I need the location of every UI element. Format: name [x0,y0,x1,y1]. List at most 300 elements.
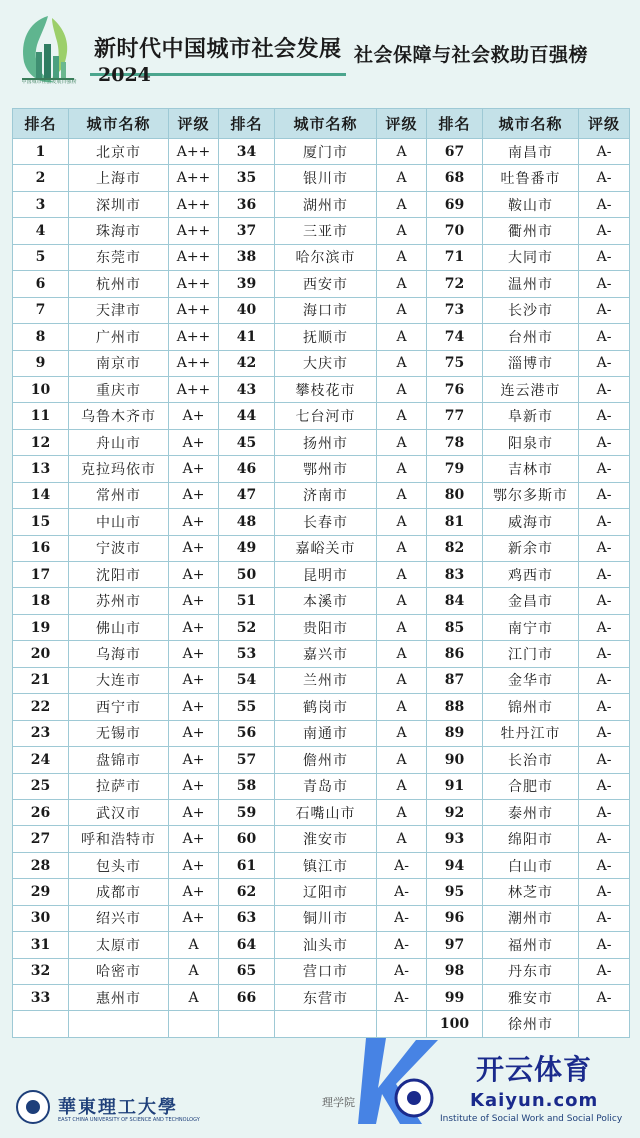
cell-rank: 35 [219,165,275,191]
cell-rank [219,1011,275,1037]
table-row [13,879,630,905]
table-row [13,826,630,852]
cell-grade: A++ [169,165,219,191]
cell-rank: 92 [427,799,483,825]
cell-rank: 79 [427,456,483,482]
cell-city: 克拉玛依市 [69,456,169,482]
cell-rank: 16 [13,535,69,561]
cell-grade: A+ [169,456,219,482]
cell-city: 营口市 [275,958,377,984]
table-row [13,429,630,455]
cell-grade: A- [579,614,630,640]
page-subtitle: 社会保障与社会救助百强榜 [354,44,589,66]
cell-grade: A+ [169,562,219,588]
cell-rank: 37 [219,218,275,244]
cell-city: 长沙市 [483,297,579,323]
cell-grade: A- [377,958,427,984]
cell-rank: 46 [219,456,275,482]
cell-grade: A- [579,403,630,429]
cell-city: 石嘴山市 [275,799,377,825]
cell-grade: A- [579,244,630,270]
cell-rank: 85 [427,614,483,640]
cell-city: 南京市 [69,350,169,376]
cell-city: 潮州市 [483,905,579,931]
table-row [13,218,630,244]
cell-grade: A [169,932,219,958]
cell-grade: A- [579,218,630,244]
header-grade: 评级 [377,109,427,139]
table-row [13,376,630,402]
cell-city: 乌海市 [69,641,169,667]
cell-grade: A+ [169,509,219,535]
cell-grade: A+ [169,747,219,773]
cell-grade: A- [579,932,630,958]
cell-rank: 82 [427,535,483,561]
cell-city: 本溪市 [275,588,377,614]
ecust-emblem-icon [16,1090,50,1124]
cell-grade: A [377,403,427,429]
header-rank: 排名 [427,109,483,139]
table-row [13,244,630,270]
cell-city: 七台河市 [275,403,377,429]
cell-city: 淮安市 [275,826,377,852]
cell-grade: A [377,456,427,482]
cell-city: 银川市 [275,165,377,191]
cell-rank: 23 [13,720,69,746]
cell-city: 牡丹江市 [483,720,579,746]
cell-city: 徐州市 [483,1011,579,1037]
cell-rank: 12 [13,429,69,455]
cell-grade: A- [579,429,630,455]
cell-grade: A- [579,905,630,931]
cell-grade: A- [579,324,630,350]
cell-grade: A- [377,852,427,878]
cell-rank: 33 [13,985,69,1011]
cell-city: 兰州市 [275,667,377,693]
cell-rank: 19 [13,614,69,640]
cell-grade: A+ [169,826,219,852]
cell-city: 抚顺市 [275,324,377,350]
cell-city: 镇江市 [275,852,377,878]
table-row [13,985,630,1011]
cell-city: 鹤岗市 [275,694,377,720]
cell-city: 南昌市 [483,139,579,165]
cell-grade: A- [579,482,630,508]
cell-rank: 21 [13,667,69,693]
cell-rank: 61 [219,852,275,878]
cell-grade: A [169,985,219,1011]
cell-city: 惠州市 [69,985,169,1011]
cell-grade: A [377,667,427,693]
cell-rank: 43 [219,376,275,402]
table-row [13,614,630,640]
cell-grade: A- [579,958,630,984]
page-title: 新时代中国城市社会发展 [94,36,342,62]
cell-grade: A++ [169,244,219,270]
table-row [13,799,630,825]
cell-rank: 10 [13,376,69,402]
cell-grade: A- [579,720,630,746]
cell-city: 昆明市 [275,562,377,588]
table-row [13,297,630,323]
cell-city: 鄂尔多斯市 [483,482,579,508]
cell-rank: 9 [13,350,69,376]
cell-city: 儋州市 [275,747,377,773]
school-name: 理学院 [322,1096,355,1109]
cell-grade: A- [579,191,630,217]
cell-rank: 25 [13,773,69,799]
table-row [13,720,630,746]
table-row [13,139,630,165]
cell-city: 扬州市 [275,429,377,455]
cell-rank: 14 [13,482,69,508]
table-row [13,191,630,217]
cell-rank: 4 [13,218,69,244]
cell-rank: 3 [13,191,69,217]
cell-city: 林芝市 [483,879,579,905]
cell-rank: 75 [427,350,483,376]
cell-grade: A++ [169,376,219,402]
cell-grade: A- [579,694,630,720]
cell-rank: 60 [219,826,275,852]
cell-rank: 36 [219,191,275,217]
cell-grade: A- [579,588,630,614]
cell-city: 湖州市 [275,191,377,217]
cell-rank: 22 [13,694,69,720]
header-rank: 排名 [13,109,69,139]
cell-city: 深圳市 [69,191,169,217]
cell-grade: A- [579,879,630,905]
cell-grade: A- [579,641,630,667]
cell-city: 海口市 [275,297,377,323]
cell-grade: A- [579,667,630,693]
cell-rank: 72 [427,271,483,297]
cell-grade: A+ [169,403,219,429]
cell-city: 天津市 [69,297,169,323]
cell-city: 台州市 [483,324,579,350]
cell-city: 三亚市 [275,218,377,244]
cell-city: 泰州市 [483,799,579,825]
cell-rank: 80 [427,482,483,508]
cell-rank: 17 [13,562,69,588]
cell-rank: 84 [427,588,483,614]
cell-city: 江门市 [483,641,579,667]
cell-city: 绵阳市 [483,826,579,852]
table-row [13,562,630,588]
cell-grade: A- [579,139,630,165]
cell-rank: 30 [13,905,69,931]
cell-rank: 74 [427,324,483,350]
cell-rank: 45 [219,429,275,455]
page-year: 2024 [98,64,151,86]
cell-city: 大庆市 [275,350,377,376]
cell-rank: 59 [219,799,275,825]
cell-rank: 42 [219,350,275,376]
cell-grade: A [377,218,427,244]
cell-city: 嘉兴市 [275,641,377,667]
table-row [13,641,630,667]
cell-grade: A [377,482,427,508]
table-row [13,535,630,561]
cell-city: 乌鲁木齐市 [69,403,169,429]
cell-city: 合肥市 [483,773,579,799]
cell-grade: A- [579,456,630,482]
cell-rank: 48 [219,509,275,535]
cell-city: 青岛市 [275,773,377,799]
cell-rank: 76 [427,376,483,402]
cell-city: 呼和浩特市 [69,826,169,852]
cell-rank: 18 [13,588,69,614]
institute-name: Institute of Social Work and Social Policy [440,1114,623,1124]
cell-rank: 94 [427,852,483,878]
ranking-table [12,108,630,1038]
cell-rank: 83 [427,562,483,588]
cell-rank: 29 [13,879,69,905]
cell-grade: A+ [169,720,219,746]
cell-city: 佛山市 [69,614,169,640]
cell-grade: A- [579,509,630,535]
cell-grade [169,1011,219,1037]
cell-city: 哈密市 [69,958,169,984]
cell-grade [579,1011,630,1037]
cell-city: 嘉峪关市 [275,535,377,561]
cell-grade: A+ [169,482,219,508]
cell-city: 威海市 [483,509,579,535]
cell-grade: A [377,720,427,746]
table-body [13,139,630,1038]
cell-city: 南通市 [275,720,377,746]
cell-rank: 57 [219,747,275,773]
cell-grade: A [377,773,427,799]
cell-city: 大同市 [483,244,579,270]
ecust-name: 華東理工大學 [58,1097,178,1118]
cell-grade: A [377,826,427,852]
cell-rank: 31 [13,932,69,958]
cell-rank: 93 [427,826,483,852]
cell-city: 舟山市 [69,429,169,455]
cell-rank: 98 [427,958,483,984]
cell-city: 中山市 [69,509,169,535]
cell-rank: 52 [219,614,275,640]
cell-grade: A- [579,376,630,402]
cell-grade: A- [579,799,630,825]
cell-grade: A- [579,852,630,878]
cell-rank: 7 [13,297,69,323]
page-header [0,0,640,104]
cell-grade: A+ [169,429,219,455]
cell-city: 宁波市 [69,535,169,561]
cell-city: 衢州市 [483,218,579,244]
cell-rank: 47 [219,482,275,508]
cell-city: 金昌市 [483,588,579,614]
cell-rank: 70 [427,218,483,244]
cell-rank: 78 [427,429,483,455]
cell-grade: A++ [169,271,219,297]
cell-rank: 68 [427,165,483,191]
cell-city: 苏州市 [69,588,169,614]
cell-city: 攀枝花市 [275,376,377,402]
cell-grade: A- [579,165,630,191]
table-row [13,403,630,429]
cell-rank: 2 [13,165,69,191]
cell-grade: A [377,535,427,561]
cell-grade: A++ [169,297,219,323]
cell-rank: 40 [219,297,275,323]
cell-grade: A+ [169,799,219,825]
watermark-url: Kaiyun.com [470,1090,599,1111]
cell-grade: A- [579,985,630,1011]
cell-city: 沈阳市 [69,562,169,588]
cell-city: 厦门市 [275,139,377,165]
cell-grade: A- [377,905,427,931]
cell-rank: 89 [427,720,483,746]
cell-city: 珠海市 [69,218,169,244]
cell-city: 阜新市 [483,403,579,429]
cell-rank: 13 [13,456,69,482]
cell-city: 阳泉市 [483,429,579,455]
cell-grade: A [377,429,427,455]
table-row [13,165,630,191]
cell-city: 盘锦市 [69,747,169,773]
cell-rank: 27 [13,826,69,852]
cell-rank: 55 [219,694,275,720]
header-city: 城市名称 [275,109,377,139]
cell-grade: A- [377,985,427,1011]
kaiyun-watermark-icon [356,1032,440,1128]
cell-grade: A [377,376,427,402]
cell-city: 大连市 [69,667,169,693]
table-row [13,1011,630,1037]
cell-city: 汕头市 [275,932,377,958]
cell-grade: A+ [169,614,219,640]
cell-rank: 64 [219,932,275,958]
cell-city: 淄博市 [483,350,579,376]
cell-city: 东营市 [275,985,377,1011]
cell-grade: A [377,509,427,535]
cell-grade: A++ [169,139,219,165]
cell-city: 成都市 [69,879,169,905]
cell-city: 吐鲁番市 [483,165,579,191]
cell-grade: A [377,297,427,323]
table-row [13,588,630,614]
cell-city: 常州市 [69,482,169,508]
cell-rank: 87 [427,667,483,693]
cell-rank: 71 [427,244,483,270]
cell-rank: 32 [13,958,69,984]
cell-grade: A+ [169,588,219,614]
cell-grade: A++ [169,218,219,244]
cell-rank: 28 [13,852,69,878]
table-header [13,109,630,139]
cell-grade: A+ [169,641,219,667]
cell-grade: A- [579,826,630,852]
cell-grade: A [377,191,427,217]
cell-rank: 26 [13,799,69,825]
cell-rank: 5 [13,244,69,270]
cell-city: 北京市 [69,139,169,165]
cell-grade: A+ [169,852,219,878]
cell-grade: A+ [169,694,219,720]
header-grade: 评级 [579,109,630,139]
cell-rank: 100 [427,1011,483,1037]
table-row [13,482,630,508]
cell-city: 鞍山市 [483,191,579,217]
table-row [13,271,630,297]
cell-city: 武汉市 [69,799,169,825]
cell-city: 杭州市 [69,271,169,297]
cell-grade: A [377,747,427,773]
cell-rank: 53 [219,641,275,667]
table-row [13,350,630,376]
cell-grade: A- [579,747,630,773]
cell-rank: 15 [13,509,69,535]
table-row [13,747,630,773]
cell-city: 丹东市 [483,958,579,984]
cell-grade: A [377,562,427,588]
cell-city: 太原市 [69,932,169,958]
cell-rank: 58 [219,773,275,799]
cell-rank: 66 [219,985,275,1011]
table-row [13,324,630,350]
cell-city: 拉萨市 [69,773,169,799]
cell-city: 贵阳市 [275,614,377,640]
cell-rank: 50 [219,562,275,588]
cell-city: 鸡西市 [483,562,579,588]
cell-grade: A [377,350,427,376]
cell-rank: 95 [427,879,483,905]
cell-rank: 44 [219,403,275,429]
cell-city: 绍兴市 [69,905,169,931]
cell-city: 鄂州市 [275,456,377,482]
cell-rank: 63 [219,905,275,931]
cell-grade: A++ [169,350,219,376]
cell-rank: 77 [427,403,483,429]
cell-rank: 65 [219,958,275,984]
cell-city: 长治市 [483,747,579,773]
cell-city: 南宁市 [483,614,579,640]
table-row [13,905,630,931]
cell-grade: A+ [169,667,219,693]
header-city: 城市名称 [69,109,169,139]
cell-rank: 81 [427,509,483,535]
table-row [13,958,630,984]
cell-city: 东莞市 [69,244,169,270]
cell-city: 辽阳市 [275,879,377,905]
cell-grade: A+ [169,773,219,799]
cell-grade: A [377,139,427,165]
cell-grade: A [377,271,427,297]
cell-rank: 91 [427,773,483,799]
cell-grade: A- [579,350,630,376]
cell-city: 广州市 [69,324,169,350]
cell-rank: 8 [13,324,69,350]
cell-city: 铜川市 [275,905,377,931]
cell-grade: A- [377,879,427,905]
cell-city: 雅安市 [483,985,579,1011]
cell-grade: A- [579,535,630,561]
cell-grade: A [377,244,427,270]
cell-rank: 51 [219,588,275,614]
cell-rank: 39 [219,271,275,297]
cell-city: 重庆市 [69,376,169,402]
cell-city: 温州市 [483,271,579,297]
cell-grade: A- [377,932,427,958]
table-row [13,852,630,878]
table-row [13,694,630,720]
cell-grade: A- [579,562,630,588]
cell-city: 金华市 [483,667,579,693]
table-row [13,456,630,482]
